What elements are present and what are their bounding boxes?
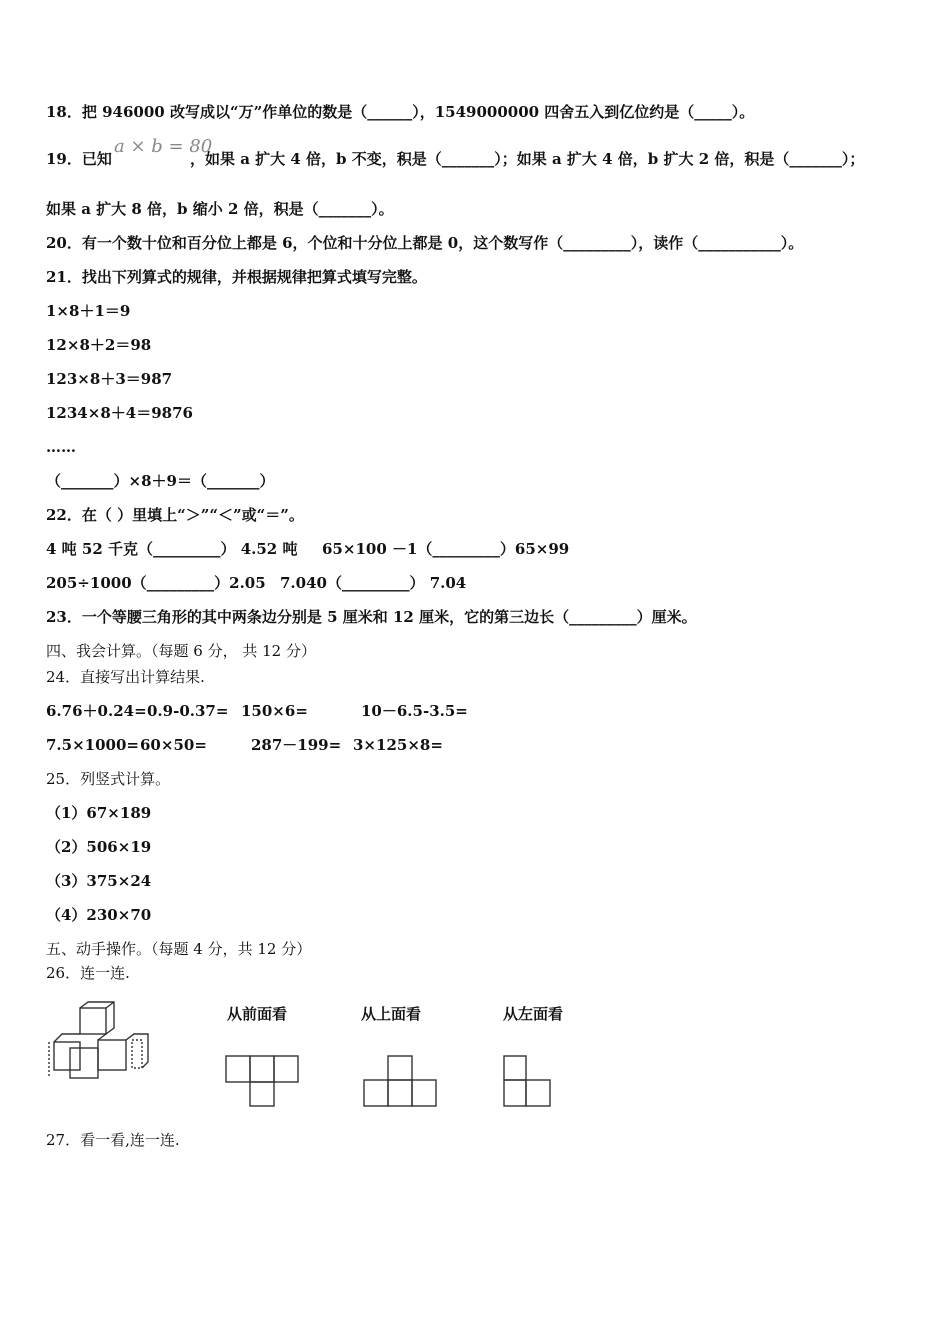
- vertical-calc-item: （2）506×19: [46, 838, 152, 856]
- pattern-ellipsis: ……: [46, 438, 76, 456]
- question-22-title: 22．在（ ）里填上“＞”“＜”或“＝”。: [46, 506, 304, 524]
- view-label-front: 从前面看: [227, 1005, 288, 1023]
- question-25-title: 25．列竖式计算。: [46, 770, 171, 788]
- pattern-line: 1×8＋1＝9: [46, 302, 131, 320]
- calc-item: 0.9-0.37=: [147, 702, 229, 720]
- question-24-title: 24．直接写出计算结果.: [46, 668, 205, 686]
- vertical-calc-item: （3）375×24: [46, 872, 152, 890]
- view-label-top: 从上面看: [361, 1005, 422, 1023]
- question-19-text: ，如果 a 扩大 4 倍，b 不变，积是（_______）；如果 a 扩大 4 倍，b 扩大 2 倍，积是（_______）；: [190, 150, 865, 168]
- view-label-left: 从左面看: [503, 1005, 564, 1023]
- compare-item: 4 吨 52 千克（_________） 4.52 吨: [46, 540, 298, 558]
- top-view-shape: [362, 1054, 440, 1108]
- calc-item: 60×50=: [140, 736, 207, 754]
- section-5-heading: 五、动手操作。（每题 4 分，共 12 分）: [46, 940, 312, 958]
- section-4-heading: 四、我会计算。（每题 6 分， 共 12 分）: [46, 642, 316, 660]
- cube-stack-figure: [48, 1000, 158, 1085]
- vertical-calc-item: （1）67×189: [46, 804, 152, 822]
- question-19-formula: a × b = 80: [114, 136, 213, 157]
- question-27: 27．看一看,连一连.: [46, 1131, 180, 1149]
- question-19-prefix: 19．已知: [46, 150, 112, 168]
- calc-item: 7.5×1000=: [46, 736, 139, 754]
- question-21-title: 21．找出下列算式的规律，并根据规律把算式填写完整。: [46, 268, 427, 286]
- calc-item: 6.76＋0.24=: [46, 702, 147, 720]
- question-20: 20．有一个数十位和百分位上都是 6，个位和十分位上都是 0，这个数写作（_________），读作（___________）。: [46, 234, 804, 252]
- pattern-line: 1234×8＋4＝9876: [46, 404, 193, 422]
- calc-item: 3×125×8=: [353, 736, 443, 754]
- compare-item: 205÷1000（_________）2.05: [46, 574, 266, 592]
- calc-item: 150×6=: [241, 702, 308, 720]
- pattern-answer-line: （_______）×8＋9＝（_______）: [46, 472, 275, 490]
- compare-item: 65×100 －1（_________）65×99: [322, 540, 570, 558]
- question-18: 18．把 946000 改写成以“万”作单位的数是（______），1549000000 四舍五入到亿位约是（_____）。: [46, 103, 755, 121]
- vertical-calc-item: （4）230×70: [46, 906, 152, 924]
- pattern-line: 12×8＋2＝98: [46, 336, 152, 354]
- calc-item: 287－199=: [251, 736, 342, 754]
- pattern-line: 123×8＋3＝987: [46, 370, 173, 388]
- compare-item: 7.040（_________） 7.04: [280, 574, 467, 592]
- calc-item: 10－6.5-3.5=: [361, 702, 468, 720]
- question-23: 23．一个等腰三角形的其中两条边分别是 5 厘米和 12 厘米，它的第三边长（_________）厘米。: [46, 608, 697, 626]
- question-19-line2: 如果 a 扩大 8 倍，b 缩小 2 倍，积是（_______）。: [46, 200, 394, 218]
- front-view-shape: [224, 1054, 300, 1108]
- question-26-title: 26．连一连.: [46, 964, 130, 982]
- left-view-shape: [502, 1054, 556, 1108]
